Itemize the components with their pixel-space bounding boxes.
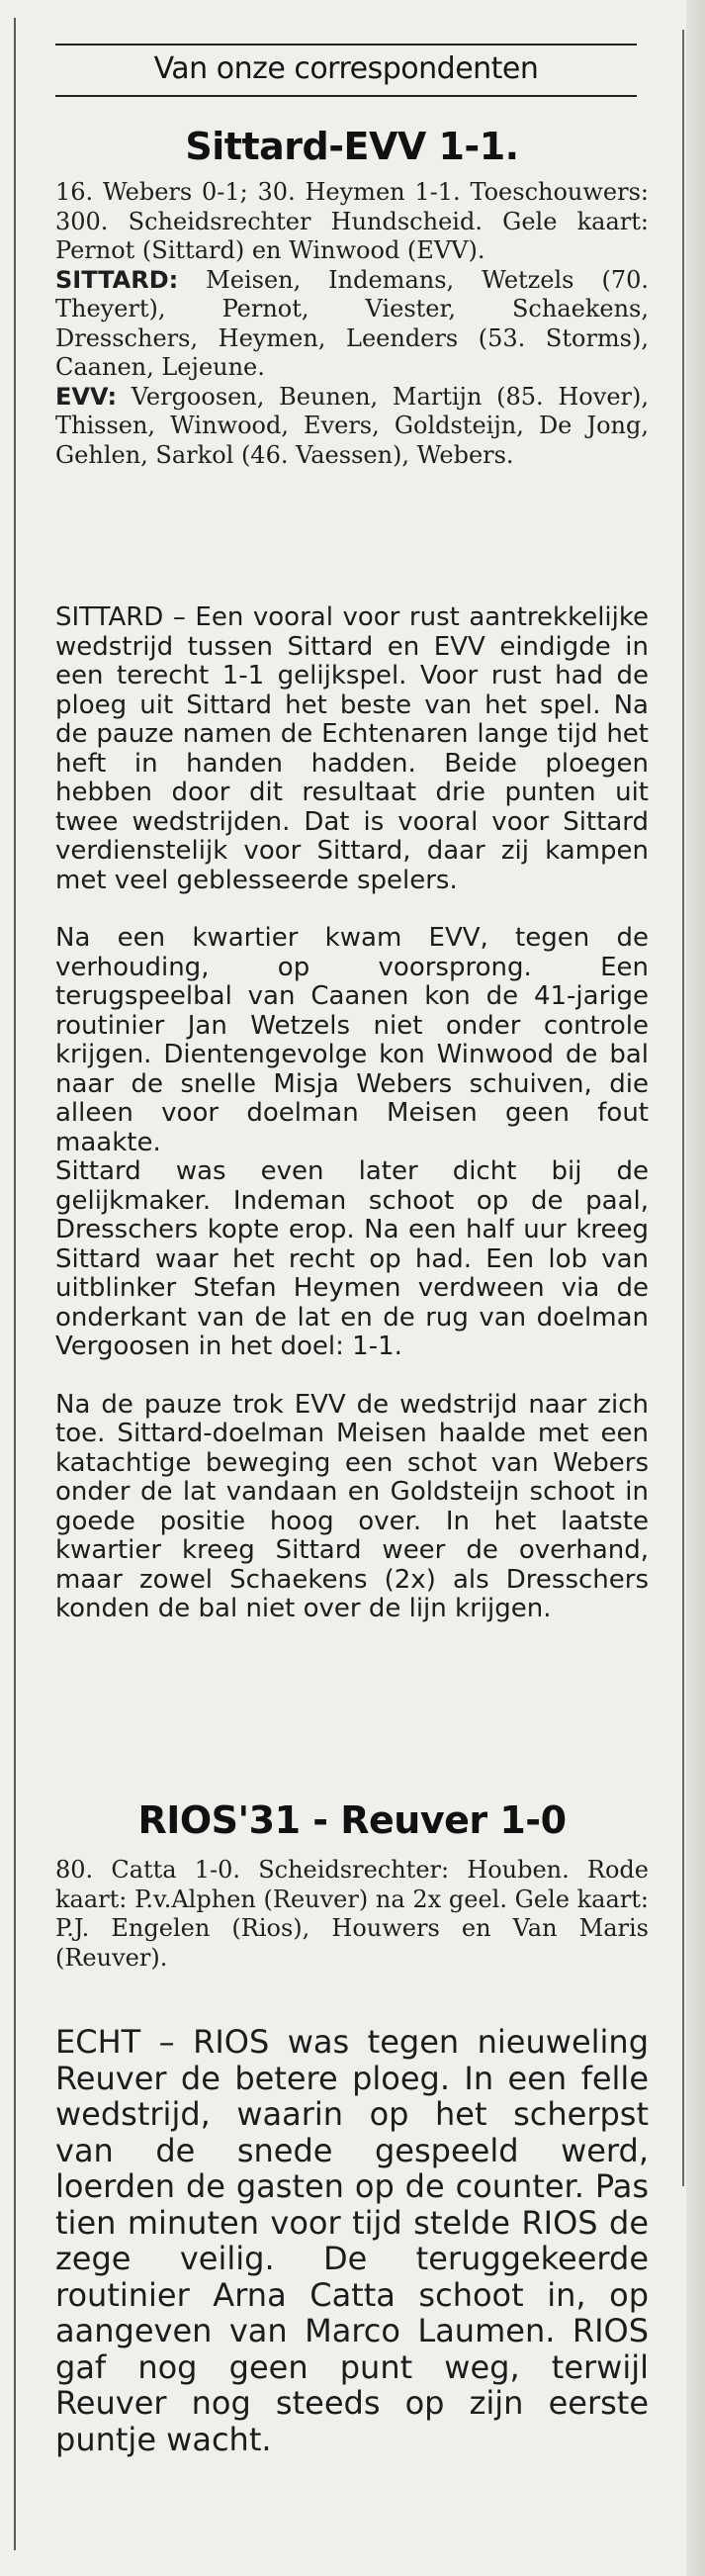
column-rule-left: [14, 18, 16, 2550]
match1-facts-block: [55, 178, 649, 470]
match1-lineup-away: [55, 383, 649, 471]
match1-paragraph-1: SITTARD – Een vooral voor rust aantrekkelijke wedstrijd tussen Sittard en EVV eindigde in een terecht 1-1 gelijkspel. Voor rust had de ploeg uit Sittard het beste van het spel. Na de pauze namen de Echtenaren lange tijd het heft in handen hadden. Beide ploegen hebben door dit resultaat drie punten uit twee wedstrijden. Dat is vooral voor Sittard verdienstelijk voor Sittard, daar zij kampen met veel geblesseerde spelers.: [55, 602, 649, 895]
match2-facts: 80. Catta 1-0. Scheidsrechter: Houben. Rode kaart: P.v.Alphen (Reuver) na 2x geel. Gele kaart: P.J. Engelen (Rios), Houwers en Van Maris (Reuver).: [55, 1856, 649, 1972]
match1-headline: Sittard-EVV 1-1.: [185, 125, 519, 168]
match1-team-away: EVV:: [55, 382, 118, 411]
match1-header-block: [55, 125, 649, 168]
match1-players-home: Meisen, Indemans, Wetzels (70. Theyert), Pernot, Viester, Schaekens, Dresschers, Heymen, Leenders (53. Storms), Caanen, Lejeune.: [55, 265, 649, 381]
match1-facts: 16. Webers 0-1; 30. Heymen 1-1. Toeschouwers: 300. Scheidsrechter Hundscheid. Gele kaart: Pernot (Sittard) en Winwood (EVV).: [55, 178, 649, 264]
adjacent-page-edge: [686, 0, 705, 2576]
section-header: Van onze correspondenten: [55, 44, 637, 97]
match1-report: [55, 603, 649, 1624]
match1-paragraph-3: Sittard was even later dicht bij de gelijkmaker. Indeman schoot op de paal, Dresschers kopte erop. Na een half uur kreeg Sittard waar het recht op had. Een lob van uitblinker Stefan Heymen verdween via de onderkant van de lat en de rug van doelman Vergoosen in het doel: 1-1.: [55, 1156, 649, 1361]
match2-report: [55, 2024, 649, 2457]
match1-paragraph-4: Na de pauze trok EVV de wedstrijd naar zich toe. Sittard-doelman Meisen haalde met een katachtige beweging een schot van Webers onder de lat vandaan en Goldsteijn schoot in goede positie hoog over. In het laatste kwartier kreeg Sittard weer de overhand, maar zowel Schaekens (2x) als Dresschers konden de bal niet over de lijn krijgen.: [55, 1389, 649, 1623]
match1-lineup-home: [55, 266, 649, 383]
match1-paragraph-2: Na een kwartier kwam EVV, tegen de verhouding, op voorsprong. Een terugspeelbal van Caanen kon de 41-jarige routinier Jan Wetzels niet onder controle krijgen. Dientengevolge kon Winwood de bal naar de snelle Misja Webers schuiven, die alleen voor doelman Meisen geen fout maakte.: [55, 923, 649, 1157]
match2-header-block: [55, 1798, 649, 1842]
column-rule-right: [682, 30, 684, 2186]
match1-team-home: SITTARD:: [55, 265, 179, 294]
match1-players-away: Vergoosen, Beunen, Martijn (85. Hover), Thissen, Winwood, Evers, Goldsteijn, De Jong, Gehlen, Sarkol (46. Vaessen), Webers.: [55, 382, 649, 469]
match2-facts-block: [55, 1856, 649, 1973]
match2-headline: RIOS'31 - Reuver 1-0: [137, 1798, 567, 1842]
match2-paragraph: ECHT – RIOS was tegen nieuweling Reuver de betere ploeg. In een felle wedstrijd, waarin op het scherpst van de snede gespeeld werd, loerden de gasten op de counter. Pas tien minuten voor tijd stelde RIOS de zege veilig. De teruggekeerde routinier Arna Catta schoot in, op aangeven van Marco Laumen. RIOS gaf nog geen punt weg, terwijl Reuver nog steeds op zijn eerste puntje wacht.: [55, 2023, 649, 2458]
